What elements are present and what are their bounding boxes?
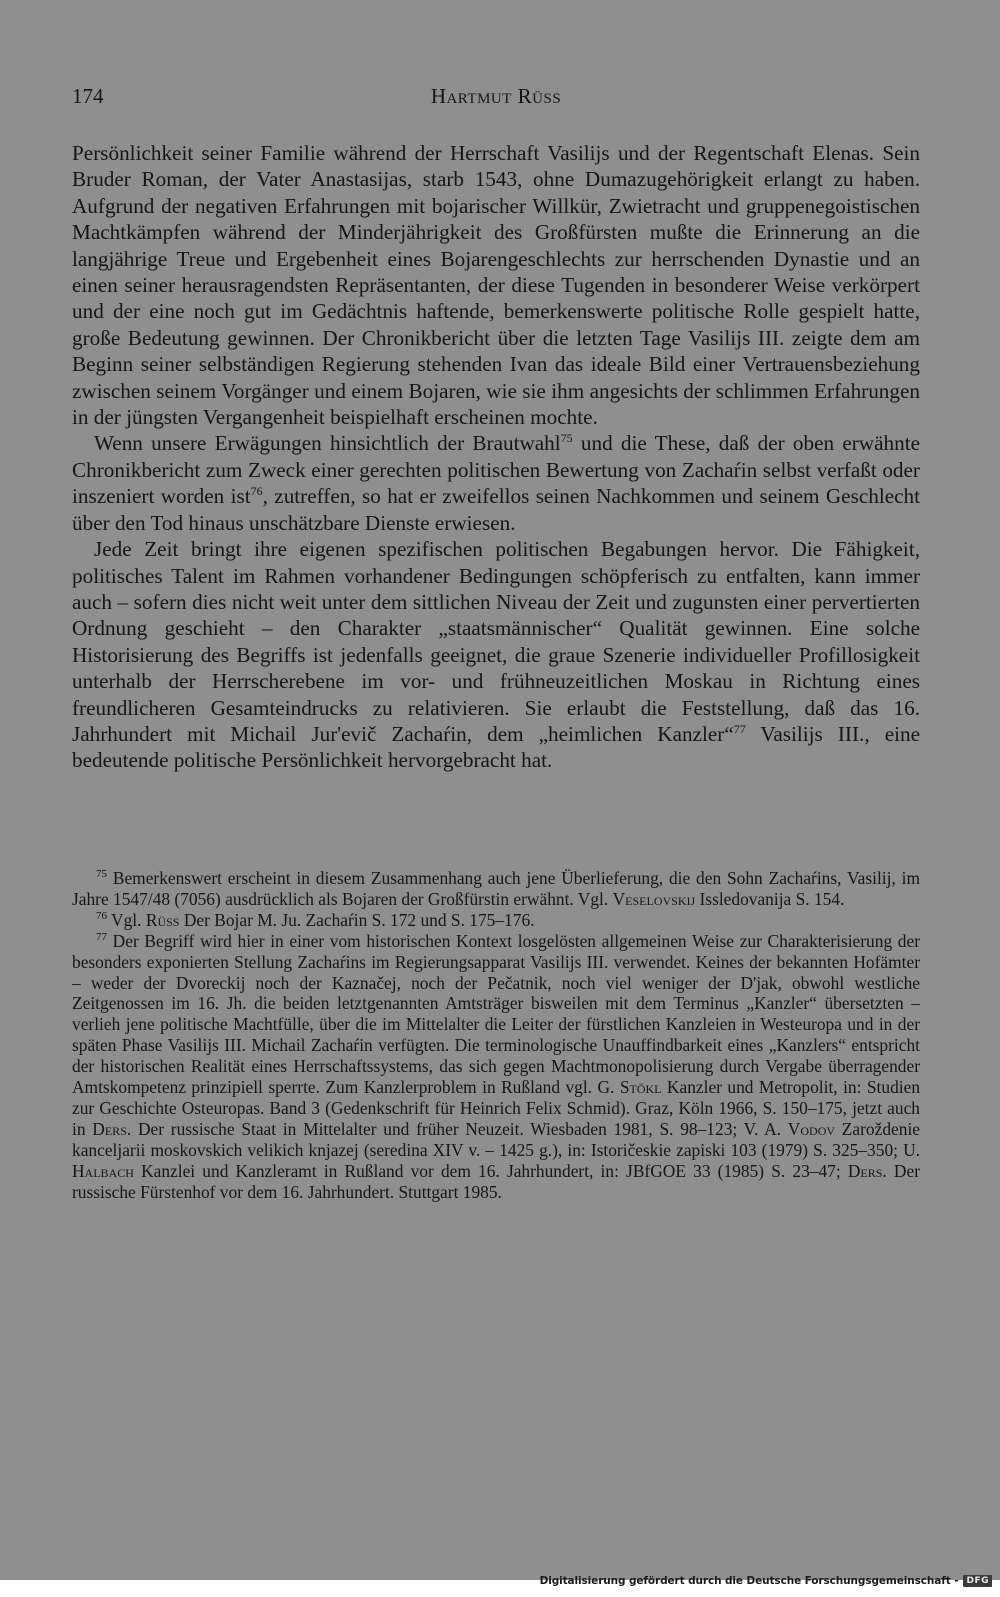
footnote-75-author: Veselovskij bbox=[612, 888, 696, 909]
footnote-77 bbox=[72, 931, 920, 1203]
footnote-77-text-d: Zaroždenie kanceljarii moskovskich velikich knjazej (seredina XIV v. – 1425 g.), in: Istoričeskie zapiski 103 (1979) S. 325–350; U. bbox=[72, 1118, 920, 1160]
footnote-77-author-ders-2: Ders. bbox=[847, 1160, 887, 1181]
paragraph-2-text-b: und die These, daß der oben erwähnte Chronikbericht zum Zweck einer gerechten politischen Bewertung von Zachaŕin selbst verfaßt oder inszeniert worden ist bbox=[72, 431, 920, 509]
footnote-77-number: 77 bbox=[96, 930, 107, 943]
footnote-76 bbox=[72, 910, 920, 931]
footnote-77-text-f: Der russische Fürstenhof vor dem 16. Jahrhundert. Stuttgart 1985. bbox=[72, 1160, 920, 1202]
running-head: Hartmut Rüss bbox=[430, 84, 562, 108]
footnote-75-text-b: Issledovanija S. 154. bbox=[695, 888, 845, 909]
digitization-footer bbox=[540, 1573, 992, 1589]
footnote-77-author-halbach: Halbach bbox=[72, 1160, 134, 1181]
page-number: 174 bbox=[72, 84, 104, 108]
paragraph-3-text-a: Jede Zeit bringt ihre eigenen spezifischen politischen Begabungen hervor. Die Fähigkeit, politisches Talent im Rahmen vorhandener Bedingungen schöpferisch zu entfalten, kann immer auch – sofern dies nicht weit unter dem sittlichen Niveau der Zeit und zugunsten einer pervertierten Ordnung geschieht – den Charakter „staatsmännischer“ Qualität gewinnen. Eine solche Historisierung des Begriffs ist jedenfalls geeignet, die graue Szenerie individueller Profillosigkeit unterhalb der Herrscherebene im vor- und frühneuzeitlichen Moskau in Richtung eines freundlicheren Gesamteindrucks zu relativieren. Sie erlaubt die Feststellung, daß das 16. Jahrhundert mit Michail Jur'evič Zachaŕin, dem „heimlichen Kanzler“ bbox=[72, 537, 920, 746]
paragraph-2-text-a: Wenn unsere Erwägungen hinsichtlich der Brautwahl bbox=[94, 431, 561, 456]
footnote-77-text-c: Der russische Staat in Mittelalter und früher Neuzeit. Wiesbaden 1981, S. 98–123; V. A. bbox=[131, 1118, 788, 1139]
page-header bbox=[72, 84, 920, 112]
footnote-75-number: 75 bbox=[96, 868, 107, 881]
footnote-76-text-b: Der Bojar M. Ju. Zachaŕin S. 172 und S. 175–176. bbox=[179, 909, 535, 930]
paragraph-2-text-c: , zutreffen, so hat er zweifellos seinen Nachkommen und seinem Geschlecht über den Tod hinaus unschätzbare Dienste erwiesen. bbox=[72, 484, 921, 535]
body-text bbox=[72, 140, 920, 774]
footnote-75-text-a: Bemerkenswert erscheint in diesem Zusammenhang auch jene Überlieferung, die den Sohn Zachaŕins, Vasilij, im Jahre 1547/48 (7056) ausdrücklich als Bojaren der Großfürstin erwähnt. Vgl. bbox=[72, 868, 920, 909]
footnote-77-text-a: Der Begriff wird hier in einer vom historischen Kontext losgelösten allgemeinen Weise zur Charakterisierung der besonders exponierten Stellung Zachaŕins im Regierungsapparat Vasilijs III. verwendet. Keines der bekannten Hofämter – weder der Dvoreckij noch der Kaznačej, noch der Pečatnik, noch viel weniger der D'jak, obwohl westliche Zeitgenossen im 16. Jh. die beiden letztgenannten Amtsträger bisweilen mit dem Terminus „Kanzler“ übersetzten – verlieh jene politische Machtfülle, über die im Mittelalter die Leiter der fürstlichen Kanzleien in Westeuropa und in der späten Phase Vasilijs III. Michail Zachaŕin verfügten. Die terminologische Unauffindbarkeit eines „Kanzlers“ entspricht der historischen Realität eines Herrschaftssystems, das sich gegen Machtmonopolisierung durch Vergabe überragender Amtskompetenz prinzipiell sperrte. Zum Kanzlerproblem in Rußland vgl. G. bbox=[72, 930, 921, 1098]
digitization-credit: Digitalisierung gefördert durch die Deutsche Forschungsgemeinschaft - bbox=[539, 1575, 959, 1587]
footnote-77-author-ders-1: Ders. bbox=[92, 1118, 132, 1139]
paragraph-3-text-b: Vasilijs III., eine bedeutende politische Persönlichkeit hervorgebracht hat. bbox=[72, 721, 920, 773]
paragraph-2 bbox=[72, 430, 920, 536]
footnote-76-number: 76 bbox=[96, 910, 107, 923]
footnote-77-text-b: Kanzler und Metropolit, in: Studien zur Geschichte Osteuropas. Band 3 (Gedenkschrift für Heinrich Felix Schmid). Graz, Köln 1966, S. 150–175, jetzt auch in bbox=[72, 1077, 921, 1139]
footnote-77-author-stoekl: Stökl bbox=[619, 1077, 662, 1098]
footnote-ref-75[interactable]: 75 bbox=[560, 431, 573, 446]
footnote-77-text-e: Kanzlei und Kanzleramt in Rußland vor dem 16. Jahrhundert, in: JBfGOE 33 (1985) S. 23–47; bbox=[133, 1160, 848, 1181]
footnotes bbox=[72, 868, 920, 1203]
footnote-76-author: Rüss bbox=[145, 909, 180, 930]
footnote-ref-76[interactable]: 76 bbox=[250, 484, 263, 499]
footnote-75 bbox=[72, 868, 920, 910]
footnote-77-author-vodov: Vodov bbox=[787, 1118, 836, 1139]
footnote-ref-77[interactable]: 77 bbox=[733, 721, 746, 736]
dfg-logo: DFG bbox=[963, 1575, 992, 1587]
paragraph-3 bbox=[72, 536, 920, 774]
paragraph-1: Persönlichkeit seiner Familie während der Herrschaft Vasilijs und der Regentschaft Elenas. Sein Bruder Roman, der Vater Anastasijas, starb 1543, ohne Dumazugehörigkeit erlangt zu haben. Aufgrund der negativen Erfahrungen mit bojarischer Willkür, Zwietracht und gruppenegoistischen Machtkämpfen während der Minderjährigkeit des Großfürsten mußte die Erinnerung an die langjährige Treue und Ergebenheit eines Bojarengeschlechts zur herrschenden Dynastie und an einen seiner herausragendsten Repräsentanten, der diese Tugenden in besonderer Weise verkörpert und der eine noch gut im Gedächtnis haftende, bemerkenswerte politische Rolle gespielt hatte, große Bedeutung gewinnen. Der Chronikbericht über die letzten Tage Vasilijs III. zeigte dem am Beginn seiner selbständigen Regierung stehenden Ivan das ideale Bild einer Vertrauensbeziehung zwischen seinem Vorgänger und einem Bojaren, wie sie ihm angesichts der schlimmen Erfahrungen in der jüngsten Vergangenheit beispielhaft erscheinen mochte. bbox=[72, 141, 920, 430]
footnote-76-text-a: Vgl. bbox=[111, 909, 146, 930]
